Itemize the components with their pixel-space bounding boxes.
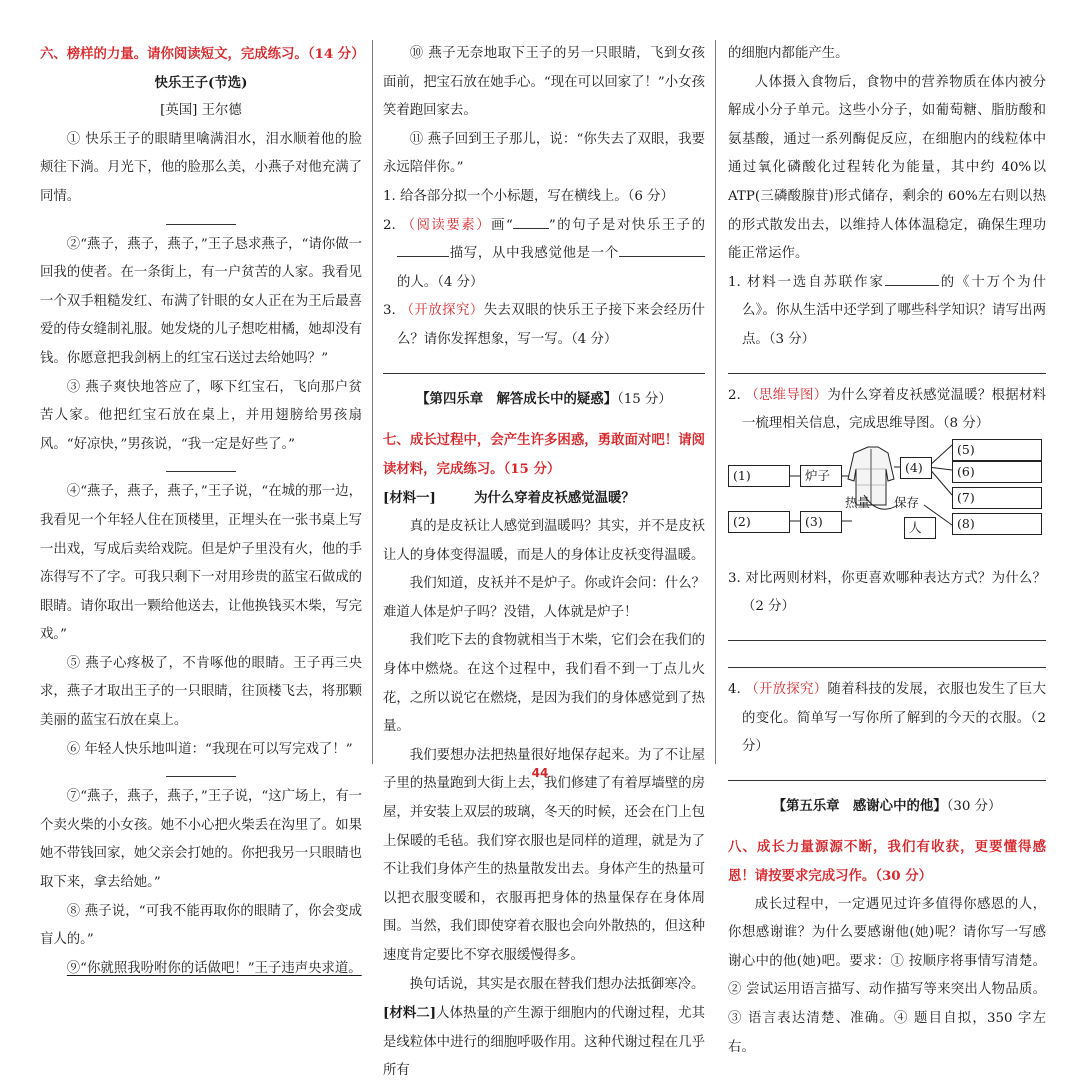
paragraph-8: ⑧ 燕子说，“可我不能再取你的眼睛了，你会变成盲人的。” [40, 903, 362, 948]
material-2-label: [材料二] [383, 1005, 437, 1022]
section-8-title: 八、成长力量源源不断，我们有收获，更要懂得感恩！请按要求完成习作。（30 分） [728, 839, 1046, 885]
question-2-text-d: 的人。（4 分） [397, 274, 484, 290]
mind-map-node-2[interactable]: (2) [728, 511, 790, 533]
paragraph-9: ⑨“你就照我吩咐你的话做吧！”王子违声央求道。 [66, 960, 362, 976]
material-2-continuation: 的细胞内都能产生。 [728, 46, 849, 61]
mind-map-node-1[interactable]: (1) [728, 465, 790, 487]
mind-map-node-3[interactable]: (3) [800, 511, 842, 533]
question-c3-4 [728, 676, 1046, 762]
question-c3-2-tag: （思维导图） [745, 387, 828, 403]
answer-line-part2[interactable] [166, 463, 236, 472]
question-c3-2-number: 2. [728, 387, 741, 403]
paragraph-3: ③ 燕子爽快地答应了，啄下红宝石，飞向那户贫苦人家。他把红宝石放在桌上，并用翅膀给男孩扇风。“好凉快，”男孩说，“我一定是好些了。” [40, 379, 362, 452]
paragraph-1: ① 快乐王子的眼睛里噙满泪水，泪水顺着他的脸颊往下淌。月光下，他的脸那么美，小燕子对他充满了同情。 [40, 131, 362, 204]
question-c3-3-answer-line-1[interactable] [728, 622, 1046, 641]
material-1-paragraph-5: 换句话说，其实是衣服在替我们想办法抵御寒冷。 [409, 976, 705, 992]
material-1-paragraph-1: 真的是皮袄让人感觉到温暖吗？其实，并不是皮袄让人的身体变得温暖，而是人的身体让皮袄变得温暖。 [383, 519, 705, 563]
question-2-text-c: 描写，从中我感觉他是一个 [449, 246, 619, 262]
paragraph-4: ④“燕子，燕子，燕子，”王子说，“在城的那一边，我看见一个年轻人住在顶楼里，正埋头在一张书桌上写一出戏，写成后卖给戏院。但是炉子里没有火，他的手冻得写不了字。可我只剩下一对用珍贵的蓝宝石做成的眼睛。请你取出一颗给他送去，让他换钱买木柴，写完戏。” [40, 484, 362, 643]
mind-map-node-4[interactable]: (4) [900, 457, 932, 479]
mind-map-label-heat: 热量 [845, 494, 871, 510]
question-c3-1-author-blank[interactable] [885, 285, 939, 286]
question-2-text-b: ”的句子是对快乐王子的 [548, 217, 705, 233]
question-3-number: 3. [383, 303, 396, 319]
mind-map-node-8[interactable]: (8) [952, 513, 1042, 535]
chapter-4-heading [383, 387, 705, 413]
mind-map-node-person: 人 [904, 517, 936, 539]
material-2-paragraph-2: 人体摄入食物后，食物中的营养物质在体内被分解成小分子单元。这些小分子，如葡萄糖、脂肪酸和氨基酸，通过一系列酶促反应，在细胞内的线粒体中通过氧化磷酸化过程转化为能量，其中约 40%以 ATP(三磷酸腺苷)形式储存，剩余的 60%左右则以热的形式散发出去，以维持人体体温稳定，确保生理功能正常运作。 [728, 74, 1046, 262]
page-number: 44 [531, 766, 549, 780]
chapter-5-score: （30 分） [946, 799, 1002, 815]
column-divider-left [372, 40, 373, 764]
material-2-paragraph-1 [383, 999, 705, 1086]
mind-map-node-5[interactable]: (5) [952, 439, 1042, 461]
section-6-title: 六、榜样的力量。请你阅读短文，完成练习。（14 分） [40, 46, 365, 62]
question-2-tag: （阅读要素） [401, 217, 492, 233]
column-divider-right [715, 40, 716, 764]
paragraph-7: ⑦“燕子，燕子，燕子，”王子说，“这广场上，有一个卖火柴的小女孩。她不小心把火柴丢在沟里了。如果她不带钱回家，她父亲会打她的。你把我另一只眼睛也取下来，拿去给她。” [40, 789, 362, 891]
question-c3-1 [728, 269, 1046, 355]
story-title: 快乐王子(节选) [154, 74, 248, 91]
question-2 [383, 212, 705, 298]
question-c3-2-text: 为什么穿着皮袄感觉温暖？根据材料一梳理相关信息，完成思维导图。（8 分） [742, 387, 1046, 432]
question-3-answer-line[interactable] [383, 355, 705, 374]
question-c3-4-tag: （开放探究） [745, 681, 828, 697]
column-right [728, 40, 1046, 1062]
chapter-4-score: （15 分） [617, 391, 672, 407]
material-1-title: 为什么穿着皮袄感觉温暖？ [474, 489, 635, 506]
question-c3-1-text-b: 的《十万个为什么》。你从生活中还学到了哪些科学知识？请写出两点。（3 分） [742, 274, 1046, 347]
material-1-label: [材料一] [383, 489, 436, 506]
question-2-number: 2. [383, 217, 396, 233]
mind-map-node-6[interactable]: (6) [952, 461, 1042, 483]
mind-map-node-stove: 炉子 [800, 465, 842, 487]
chapter-5-title: 【第五乐章 感谢心中的他】 [772, 799, 947, 815]
mind-map-node-7[interactable]: (7) [952, 487, 1042, 509]
column-left [40, 40, 365, 983]
paragraph-5: ⑤ 燕子心疼极了，不肯啄他的眼睛。王子再三央求，燕子才取出王子的一只眼睛，往顶楼飞去，将那颗美丽的蓝宝石放在桌上。 [40, 655, 362, 729]
answer-line-part1[interactable] [166, 216, 236, 225]
question-c3-3-answer-line-2[interactable] [728, 649, 1046, 668]
question-2-text-a: 画“ [491, 217, 513, 233]
paragraph-11: ⑪ 燕子回到王子那儿，说：“你失去了双眼，我要永远陪伴你。” [383, 131, 705, 176]
material-1-paragraph-2: 我们知道，皮袄并不是炉子。你或许会问：什么？难道人体是炉子吗？没错，人体就是炉子！ [383, 576, 705, 620]
chapter-4-title: 【第四乐章 解答成长中的疑惑】 [416, 391, 618, 407]
material-1-heading [383, 484, 705, 514]
question-3-tag: （开放探究） [400, 303, 484, 319]
question-2-mark-blank [513, 228, 549, 229]
paragraph-6: ⑥ 年轻人快乐地叫道：“我现在可以写完戏了！” [66, 741, 353, 757]
question-c3-3: 3. 对比两则材料，你更喜欢哪种表达方式？为什么？（2 分） [728, 570, 1046, 615]
question-c3-1-answer-line[interactable] [728, 355, 1046, 374]
question-c3-4-number: 4. [728, 681, 741, 697]
question-c3-2 [728, 382, 1046, 439]
question-c3-1-text-a: 1. 材料一选自苏联作家 [728, 274, 885, 290]
question-c3-4-text: 随着科技的发展，衣服也发生了巨大的变化。简单写一写你所了解到的今天的衣服。（2 分） [742, 681, 1046, 755]
story-author: [英国] 王尔德 [160, 103, 242, 119]
material-2-text: 人体热量的产生源于细胞内的代谢过程，尤其是线粒体中进行的细胞呼吸作用。这种代谢过程在几乎所有 [383, 1006, 706, 1079]
essay-prompt: 成长过程中，一定遇见过许多值得你感恩的人，你想感谢谁？为什么要感谢他(她)呢？请你写一写感谢心中的他(她)吧。要求：① 按顺序将事情写清楚。② 尝试运用语言描写、动作描写等来突出人物品质。③ 语言表达清楚、准确。④ 题目自拟，350 字左右。 [728, 896, 1046, 1055]
question-2-blank-1[interactable] [397, 256, 449, 257]
column-middle [383, 40, 705, 1086]
mind-map [728, 439, 1046, 559]
question-3 [383, 297, 705, 354]
material-1-paragraph-4: 我们要想办法把热量很好地保存起来。为了不让屋子里的热量跑到大街上去，我们修建了有着厚墙壁的房屋，并安装上双层的玻璃，冬天的时候，还会在门上包上保暖的毛毡。我们穿衣服也是同样的道理，就是为了不让我们身体产生的热量散发出去。身体产生的热量可以把衣服变暖和，衣服再把身体的热量保存在身体周围。当然，我们即使穿着衣服也会向外散热的，但这种速度肯定要比不穿衣服缓慢得多。 [383, 747, 705, 963]
question-1: 1. 给各部分拟一个小标题，写在横线上。（6 分） [383, 188, 674, 204]
section-7-title: 七、成长过程中，会产生许多困惑，勇敢面对吧！请阅读材料，完成练习。（15 分） [383, 432, 705, 477]
paragraph-10: ⑩ 燕子无奈地取下王子的另一只眼睛，飞到女孩面前，把宝石放在她手心。“现在可以回家了！”小女孩笑着跑回家去。 [383, 46, 705, 119]
question-3-text: 失去双眼的快乐王子接下来会经历什么？请你发挥想象，写一写。（4 分） [397, 303, 705, 347]
material-1-paragraph-3: 我们吃下去的食物就相当于木柴，它们会在我们的身体中燃烧。在这个过程中，我们看不到一丁点儿火花，之所以说它在燃烧，是因为我们的身体感觉到了热量。 [383, 633, 705, 735]
question-2-blank-2[interactable] [619, 256, 705, 257]
paragraph-2: ②“燕子，燕子，燕子，”王子恳求燕子，“请你做一回我的使者。在一条街上，有一户贫苦的人家。我看见一个双手粗糙发红、布满了针眼的女人正在为王后最喜爱的侍女缝制礼服。她发烧的儿子想吃柑橘，她却没有钱。你愿意把我剑柄上的红宝石送过去给她吗？” [40, 236, 362, 366]
mind-map-label-keep: 保存 [894, 494, 920, 510]
